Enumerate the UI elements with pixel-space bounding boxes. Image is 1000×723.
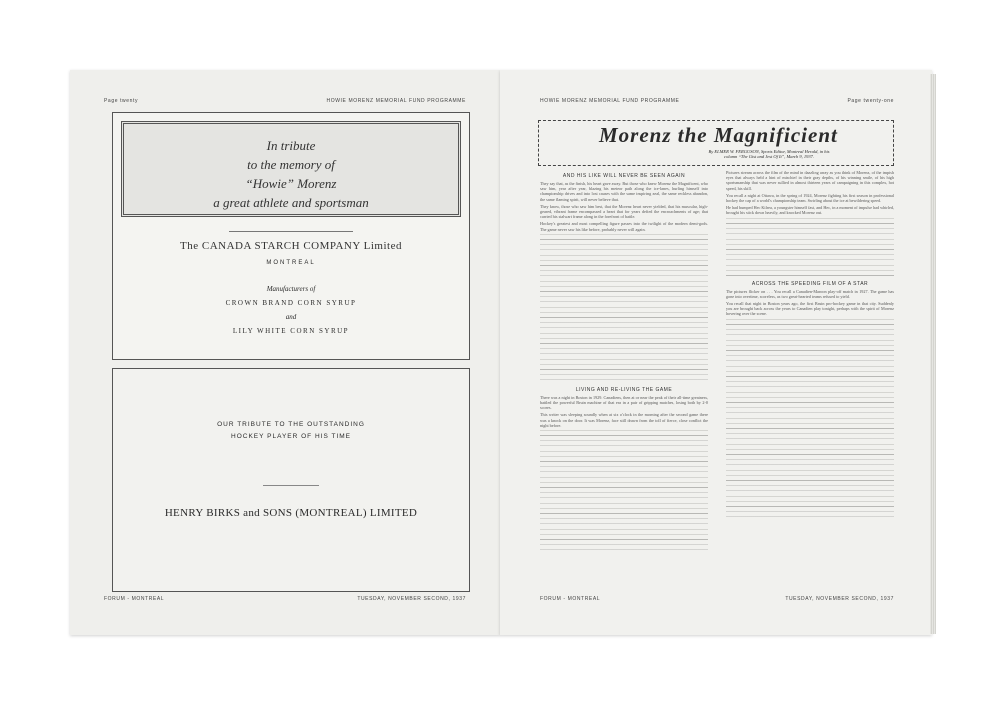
footer-left-venue: FORUM - MONTREAL xyxy=(104,596,165,602)
article-title: Morenz the Magnificient xyxy=(599,123,838,147)
divider xyxy=(229,231,353,232)
article-column-right xyxy=(726,170,894,586)
article-paragraph: He had bumped Hec Kilrea, a youngster himself fast, and Hec, in a moment of impulse had whirled, brought his stick down heavily, and knocked Morenz out. xyxy=(726,205,894,216)
article-paragraph: This writer was sleeping soundly when at six o'clock in the morning after the second game there was a knock on the door. It was Morenz, face still drawn from the toll of fierce, close conflict the night before. xyxy=(540,412,708,428)
tribute-line-3: “Howie” Morenz xyxy=(245,176,337,191)
birks-tribute-line-2: HOCKEY PLAYER OF HIS TIME xyxy=(231,433,351,440)
canada-starch-advertisement xyxy=(112,112,470,360)
birks-tribute-line-1: OUR TRIBUTE TO THE OUTSTANDING xyxy=(217,421,365,428)
body-text-block xyxy=(540,234,708,384)
divider xyxy=(263,485,319,486)
subheading: LIVING AND RE-LIVING THE GAME xyxy=(575,386,673,393)
product-1: CROWN BRAND CORN SYRUP xyxy=(225,299,357,307)
article-paragraph: The pictures flicker on . . . You recall a Canadien-Maroon play-off match in 1927. The game has gone into overtime, scoreless, as two great-hearted teams refused to yield. xyxy=(726,288,894,299)
article-paragraph: There was a night in Boston in 1929. Canadiens, then at or near the peak of their all-time greatness, battled the powerful Bruin machine of that era in a pair of gripping matches, losing both by 2-0 scores. xyxy=(540,394,708,411)
product-2: LILY WHITE CORN SYRUP xyxy=(232,327,350,335)
programme-header-right: HOWIE MORENZ MEMORIAL FUND PROGRAMME xyxy=(540,98,680,104)
article-paragraph: They say that, as the finish, his heart gave away. But those who knew Morenz the Magnificent, who saw him, year after year, blazing his meteor path along the ice-lanes, hurling himself into championship drives and into lost causes with the same inspiring zeal, the same reckless abandon, the same flaming spirit, will never believe that. xyxy=(540,181,708,202)
tribute-line-2: to the memory of xyxy=(247,157,335,172)
page-number-right: Page twenty-one xyxy=(847,98,894,104)
company-name: The CANADA STARCH COMPANY Limited xyxy=(180,240,402,252)
programme-header-left: HOWIE MORENZ MEMORIAL FUND PROGRAMME xyxy=(326,98,466,104)
article-column-left xyxy=(540,170,708,586)
footer-right-venue: FORUM - MONTREAL xyxy=(540,596,601,602)
article-title-box xyxy=(538,120,894,166)
and-label: and xyxy=(285,313,297,321)
article-paragraph: You recall that night in Boston years ago, the first Bruin pro-hockey game in that city. Suddenly you are brought back across the years to Canadien play tonight, perhaps with the spirit of Morenz hovering over the scene. xyxy=(726,301,894,317)
article-paragraph: Hockey's greatest and most compelling figure passes into the twilight of the modern demi-gods. The game never saw his like before, probably never will again. xyxy=(540,221,708,232)
body-text-block xyxy=(726,319,894,519)
footer-right-date: TUESDAY, NOVEMBER SECOND, 1937 xyxy=(785,596,894,602)
right-page xyxy=(500,70,932,635)
article-byline xyxy=(679,149,859,159)
henry-birks-advertisement xyxy=(112,368,470,592)
birks-company-name: HENRY BIRKS and SONS (MONTREAL) LIMITED xyxy=(164,507,418,519)
footer-left-date: TUESDAY, NOVEMBER SECOND, 1937 xyxy=(357,596,466,602)
tribute-line-1: In tribute xyxy=(266,138,316,153)
byline-line-2: column “The Gist and Jest Of It”, March 9, 1937. xyxy=(723,154,815,159)
manufacturers-label: Manufacturers of xyxy=(266,285,316,293)
subheading: AND HIS LIKE WILL NEVER BE SEEN AGAIN xyxy=(562,173,686,179)
page-number-left: Page twenty xyxy=(104,98,139,104)
body-text-block xyxy=(726,218,894,278)
subheading: ACROSS THE SPEEDING FILM OF A STAR xyxy=(751,280,869,287)
left-page xyxy=(70,70,500,635)
company-city: MONTREAL xyxy=(266,260,316,266)
article-paragraph: They know, those who saw him best, that the Morenz heart never yielded, that his muscular, high-geared, vibrant frame encompassed a heart that for years defied the encroachments of age; that carried his stalwart frame along in the forefront of battle. xyxy=(540,203,708,220)
page-edges xyxy=(930,74,936,634)
tribute-box xyxy=(121,121,461,217)
article-paragraph: Pictures stream across the film of the mind in dazzling array as you think of Morenz, of the impish eyes that always held a hint of mischief in their gray depths, of his winning smile, of his high sportsmanship that was never sullied in almost thirteen years of campaigning in this complex, hot speed, his skill. xyxy=(726,170,894,191)
byline-line-1: By ELMER W. FERGUSON, Sports Editor, Montreal Herald, in his xyxy=(708,149,830,154)
body-text-block xyxy=(540,430,708,550)
article-paragraph: You recall a night at Ottawa, in the spring of 1924, Morenz fighting his first season in professional hockey the cap of a world's championship team. Swirling about the ice at bewildering speed. xyxy=(726,192,894,204)
tribute-line-4: a great athlete and sportsman xyxy=(213,195,369,210)
